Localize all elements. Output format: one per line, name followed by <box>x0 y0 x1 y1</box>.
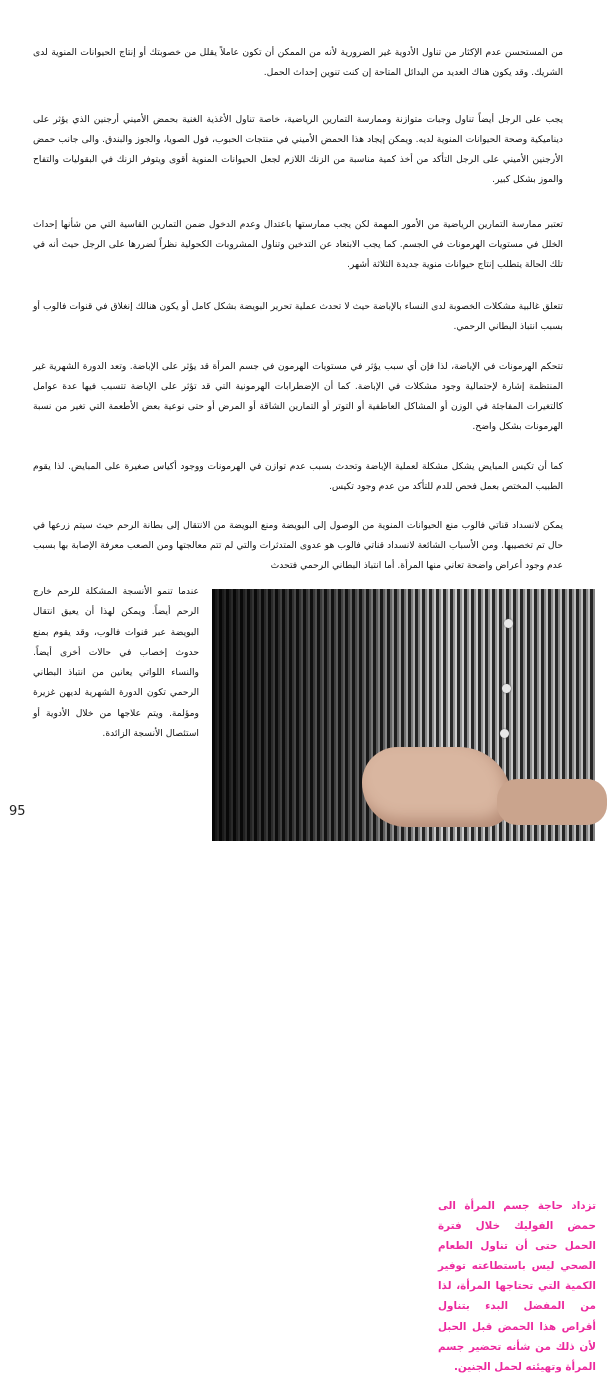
paragraph-medications: من المستحسن عدم الإكثار من تناول الأدوية غير الضرورية لأنه من الممكن أن تكون عاملاً يقلل من خصوبتك أو إنتاج الحيوانات المنوية لدى الشريك. وقد يكون هناك العديد من البدائل المتاحة إن كنت تنوين إحداث الحمل. <box>33 47 563 78</box>
page-number: 95 <box>9 804 26 819</box>
paragraph-endometriosis: عندما تنمو الأنسجة المشكلة للرحم خارج الرحم أيضاً. ويمكن لهذا أن يعيق انتقال البويضة عبر قنوات فالوب، وقد يقوم بمنع حدوث إخصاب في حالات أخرى أيضاً. والنساء اللواتي يعانين من انتباذ البطاني الرحمي تكون الدورة الشهرية لديهن غزيرة ومؤلمة. ويتم علاجها من خلال الأدوية أو استئصال الأنسجة الزائدة. <box>33 586 199 740</box>
paragraph-exercise: تعتبر ممارسة التمارين الرياضية من الأمور المهمة لكن يجب ممارستها باعتدال وعدم الدخول ضمن التمارين القاسية التي من شأنها إحداث الخلل في مستويات الهرمونات في الجسم. كما يجب الابتعاد عن التدخين وتناول المشروبات الكحولية نظراً لضررها على الرجل حيث أنه في تلك الحالة يتطلب إنتاج حيوانات منوية جديدة الثلاثة أشهر. <box>33 219 563 270</box>
shirt-button <box>500 729 509 738</box>
paragraph-male-nutrition: يجب على الرجل أيضاً تناول وجبات متوازنة وممارسة التمارين الرياضية، خاصة تناول الأغذية الغنية بحمض الأميني أرجنين الذي يؤثر على ديناميكية وصحة الحيوانات المنوية لديه. ويمكن إيجاد هذا الحمض الأميني في منتجات الحبوب، فول الصويا، والجوز والبندق. والى جانب حمض الأرجنين الأميني على الرجل التأكد من أخذ كمية مناسبة من الزنك اللازم لجعل الحيوانات المنوية أقوى ويتوفر الزنك في البقوليات والتفاح والموز بشكل كبير. <box>33 114 563 185</box>
paragraph-ovulation-problems: تتعلق غالبية مشكلات الخصوبة لدى النساء بالإباضة حيث لا تحدث عملية تحرير البويضة بشكل كامل أو يكون هنالك إنغلاق في قنوات فالوب أو بسبب انتباذ البطاني الرحمي. <box>33 301 563 332</box>
hand-on-belly <box>362 747 512 827</box>
paragraph-pcos: كما أن تكيس المبايض يشكل مشكلة لعملية الإباضة وتحدث بسبب عدم توازن في الهرمونات ووجود أكياس صغيرة على المبايض. لذا يقوم الطبيب المختص بعمل فحص للدم للتأكد من عدم وجود تكيس. <box>33 461 563 492</box>
paragraph-fallopian: يمكن لانسداد قناتي فالوب منع الحيوانات المنوية من الوصول إلى البويضة ومنع البويضة من الانتقال إلى بطانة الرحم حيث سيتم زرعها في حال تم تخصيبها. ومن الأسباب الشائعة لانسداد قناتي فالوب هو عدوى المتدثرات والتي لم تتم معالجتها ومن الصعب معرفة الإصابة بها بسبب عدم وجود أعراض واضحة تعاني منها المرأة. أما انتباذ البطاني الرحمي فتحدث <box>33 520 563 571</box>
pregnant-woman-photo <box>212 589 596 1373</box>
shirt-button <box>502 684 511 693</box>
folic-acid-caption: تزداد حاجة جسم المرأة الى حمض الفوليك خلال فترة الحمل حتى أن تناول الطعام الصحي ليس باستطاعته توفير الكمية التي تحتاجها المرأة، لذا من المفضل البدء بتناول أقراص هذا الحمض قبل الحبل لأن ذلك من شأنه تحضير جسم المرأة وتهيئته لحمل الجنين. <box>438 1200 596 1373</box>
paragraph-hormones: تتحكم الهرمونات في الإباضة، لذا فإن أي سبب يؤثر في مستويات الهرمون في جسم المرأة قد يؤثر على الإباضة. وتعد الدورة الشهرية غير المنتظمة إشارة لإحتمالية وجود مشكلات في الإباضة. كما أن الإضطرابات الهرمونية التي قد تؤثر على الإباضة تتسبب فيها عدة عوامل كالتغيرات المفاجئة في الوزن أو المشاكل العاطفية أو التوتر أو التمارين الشاقة أو المرض أو حتى نوعية بعض الأطعمة التي تغير من نسبة الهرمونات بشكل واضح. <box>33 361 563 432</box>
arm <box>497 779 607 825</box>
shirt-button <box>504 619 513 628</box>
